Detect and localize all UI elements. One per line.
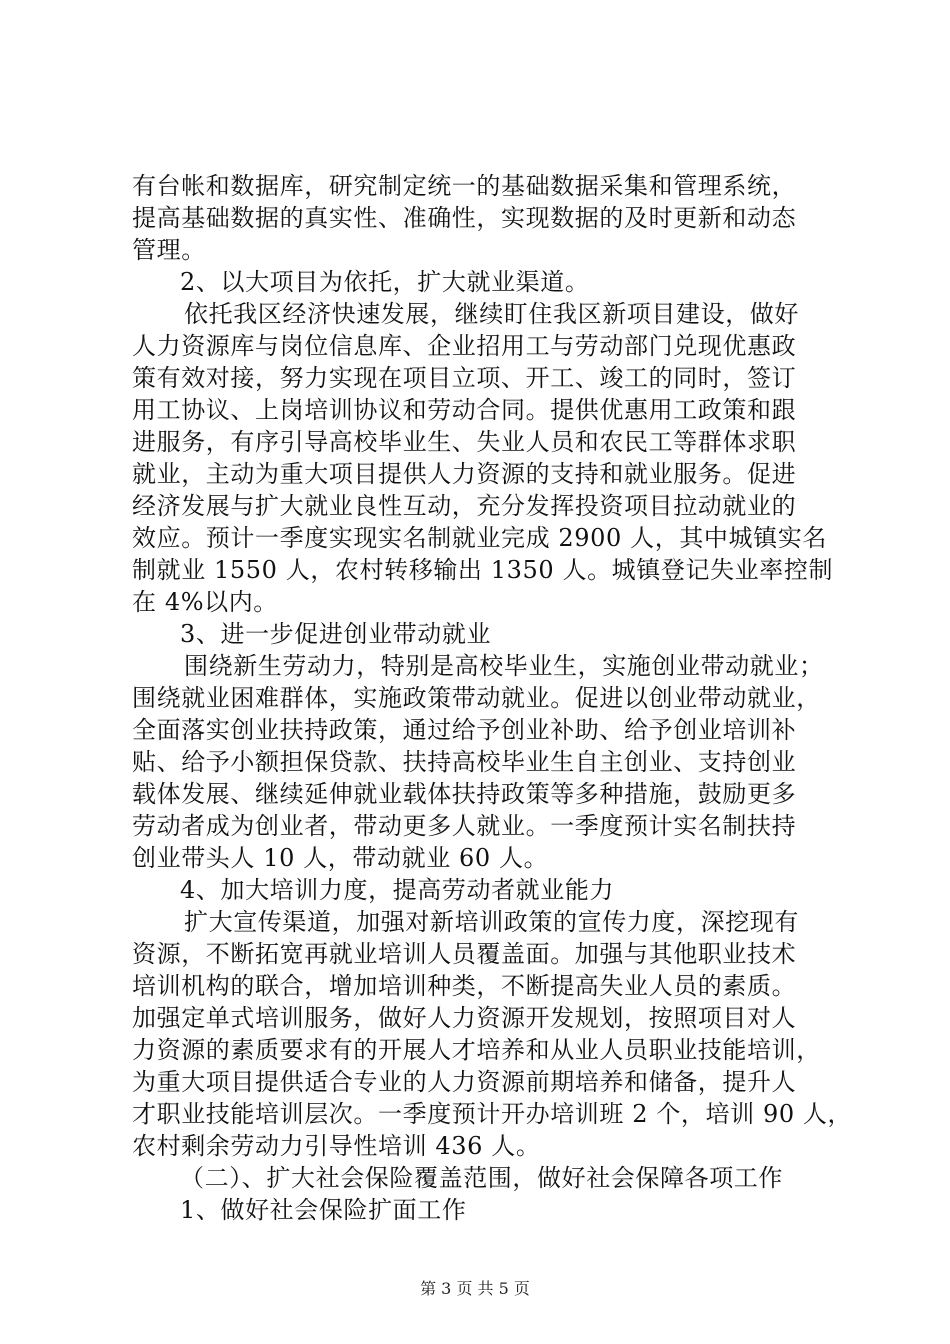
text-line: 全面落实创业扶持政策，通过给予创业补助、给予创业培训补 xyxy=(132,716,797,744)
text-line: 制就业 1550 人，农村转移输出 1350 人。城镇登记失业率控制 xyxy=(132,556,834,584)
section-heading: 2、以大项目为依托，扩大就业渠道。 xyxy=(180,268,590,296)
text-line: 劳动者成为创业者，带动更多人就业。一季度预计实名制扶持 xyxy=(132,812,797,840)
text-line: 经济发展与扩大就业良性互动，充分发挥投资项目拉动就业的 xyxy=(132,492,797,520)
text-line: 就业，主动为重大项目提供人力资源的支持和就业服务。促进 xyxy=(132,460,797,488)
text-line: 有台帐和数据库，研究制定统一的基础数据采集和管理系统， xyxy=(132,172,797,200)
text-line: 扩大宣传渠道，加强对新培训政策的宣传力度，深挖现有 xyxy=(184,908,799,936)
page-number-footer: 第 3 页 共 5 页 xyxy=(420,1279,530,1298)
text-line: 力资源的素质要求有的开展人才培养和从业人员职业技能培训， xyxy=(132,1036,821,1064)
section-heading: 3、进一步促进创业带动就业 xyxy=(180,620,492,648)
section-heading: 4、加大培训力度，提高劳动者就业能力 xyxy=(180,876,615,904)
text-line: 农村剩余劳动力引导性培训 436 人。 xyxy=(132,1132,541,1160)
text-line: 提高基础数据的真实性、准确性，实现数据的及时更新和动态 xyxy=(132,204,797,232)
text-line: 依托我区经济快速发展，继续盯住我区新项目建设，做好 xyxy=(184,300,799,328)
text-line: 围绕新生劳动力，特别是高校毕业生，实施创业带动就业； xyxy=(184,652,824,680)
text-line: 在 4%以内。 xyxy=(132,588,278,616)
section-heading: 1、做好社会保险扩面工作 xyxy=(180,1196,467,1224)
section-heading: （二）、扩大社会保险覆盖范围，做好社会保障各项工作 xyxy=(180,1164,783,1192)
text-line: 才职业技能培训层次。一季度预计开办培训班 2 个，培训 90 人， xyxy=(132,1100,853,1128)
document-body xyxy=(132,170,862,1226)
text-line: 效应。预计一季度实现实名制就业完成 2900 人，其中城镇实名 xyxy=(132,524,827,552)
text-line: 用工协议、上岗培训协议和劳动合同。提供优惠用工政策和跟 xyxy=(132,396,797,424)
text-line: 载体发展、继续延伸就业载体扶持政策等多种措施，鼓励更多 xyxy=(132,780,797,808)
text-line: 策有效对接，努力实现在项目立项、开工、竣工的同时，签订 xyxy=(132,364,797,392)
text-line: 进服务，有序引导高校毕业生、失业人员和农民工等群体求职 xyxy=(132,428,797,456)
text-line: 资源，不断拓宽再就业培训人员覆盖面。加强与其他职业技术 xyxy=(132,940,797,968)
text-line: 管理。 xyxy=(132,236,206,264)
text-line: 贴、给予小额担保贷款、扶持高校毕业生自主创业、支持创业 xyxy=(132,748,797,776)
text-line: 创业带头人 10 人，带动就业 60 人。 xyxy=(132,844,549,872)
text-line: 围绕就业困难群体，实施政策带动就业。促进以创业带动就业， xyxy=(132,684,821,712)
text-line: 培训机构的联合，增加培训种类，不断提高失业人员的素质。 xyxy=(132,972,797,1000)
text-line: 加强定单式培训服务，做好人力资源开发规划，按照项目对人 xyxy=(132,1004,797,1032)
text-line: 人力资源库与岗位信息库、企业招用工与劳动部门兑现优惠政 xyxy=(132,332,797,360)
text-line: 为重大项目提供适合专业的人力资源前期培养和储备，提升人 xyxy=(132,1068,797,1096)
